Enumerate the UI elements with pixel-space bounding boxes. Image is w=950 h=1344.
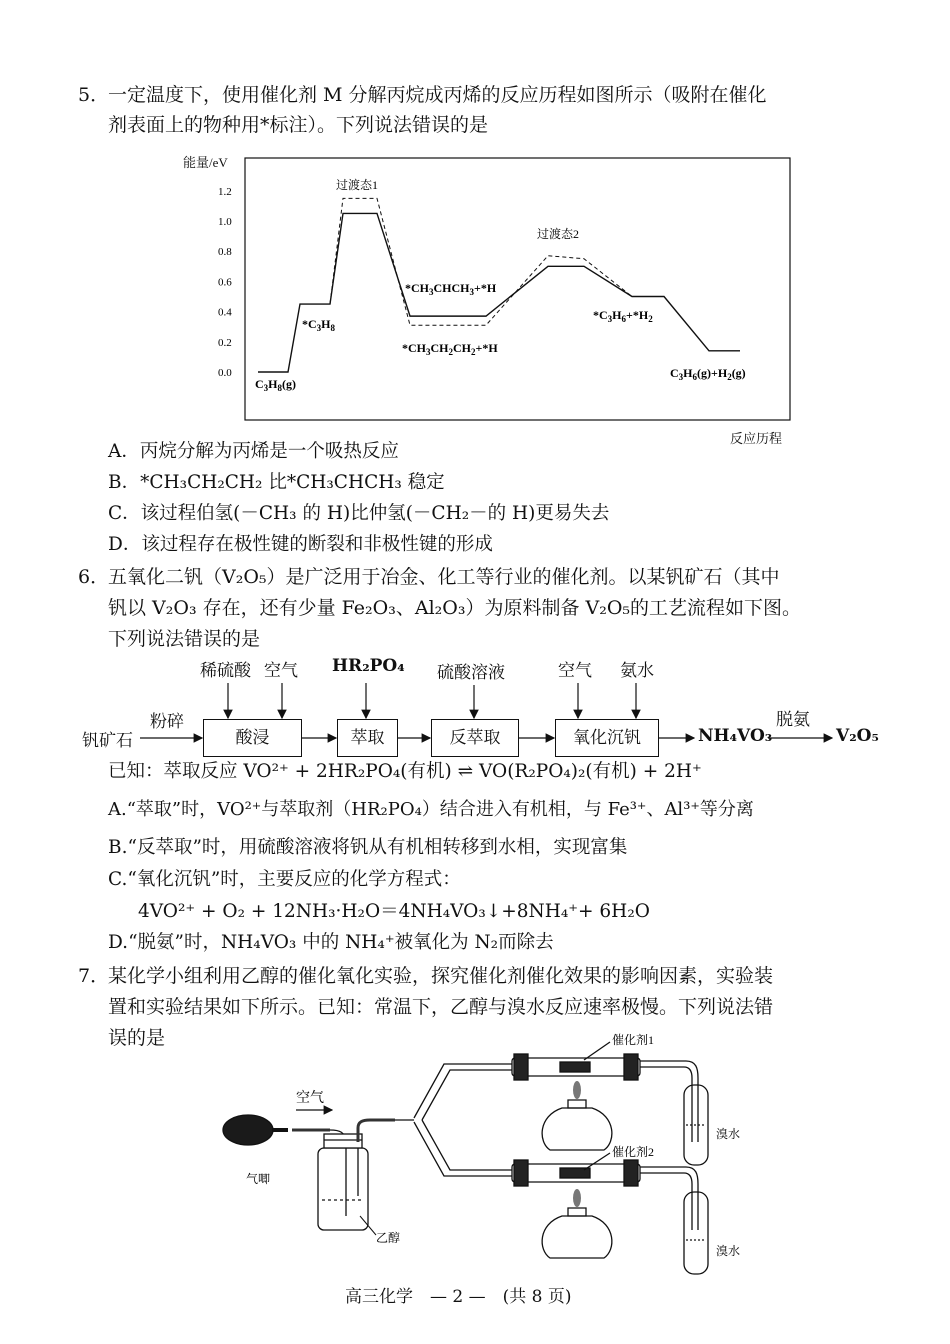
q6-known-reaction: 已知：萃取反应 VO²⁺ + 2HR₂PO₄(有机) ⇌ VO(R₂PO₄)₂(有机) + 2H⁺ [108,761,702,782]
chart-series [258,198,740,372]
q5-option-b: B．*CH₃CH₂CH₂ 比*CH₃CHCH₃ 稳定 [108,472,445,493]
annotation-ts2: 过渡态2 [537,227,580,241]
reagent-dilute-sulfuric: 稀硫酸 [200,661,251,681]
label-catalyst2: 催化剂2 [612,1145,655,1159]
label-catalyst1: 催化剂1 [612,1033,655,1047]
q6-option-c: C.“氧化沉钒”时，主要反应的化学方程式： [108,869,461,890]
apparatus-diagram [200,1030,760,1290]
q5-stem-line2: 剂表面上的物种用*标注）。下列说法错误的是 [108,114,489,136]
rubber-bulb [223,1115,273,1145]
y-tick-label: 1.0 [218,216,232,228]
y-axis-ticks [218,186,232,379]
y-tick-label: 1.2 [218,185,232,198]
q7-number: 7． [78,965,110,987]
box-acid-leach: 酸浸 [203,719,302,757]
page-footer: 高三化学 — 2 — (共 8 页) [345,1287,572,1307]
q6-stem-line1: 五氧化二钒（V₂O₅）是广泛用于冶金、化工等行业的催化剂。以某钒矿石（其中 [108,566,780,588]
flow-product-nh4vo3: NH₄VO₃ [698,726,773,746]
label-bromine-water-1: 溴水 [716,1127,741,1141]
annotation-ts1: 过渡态1 [336,178,379,192]
q5-stem-line1: 一定温度下，使用催化剂 M 分解丙烷成丙烯的反应历程如图所示（吸附在催化 [108,84,767,106]
annotation-c3h8g: $C_3H_8(g)$ [255,377,297,393]
q6-option-d: D.“脱氨”时，NH₄VO₃ 中的 NH₄⁺被氧化为 N₂而除去 [108,932,554,953]
ethanol-bottle [318,1148,368,1230]
box-extraction: 萃取 [337,719,398,757]
energy-series-solid [258,213,740,372]
chart-frame [245,158,790,420]
annotation-ch3chch3: $*CH_3CHCH_3+*H$ [405,281,497,297]
box-oxidation-precipitation: 氧化沉钒 [555,719,659,757]
flow-product-v2o5: V₂O₅ [836,726,879,746]
chart-annotations [255,177,746,393]
annotation-ch3ch2ch2: $*CH_3CH_2CH_2+*H$ [402,341,498,357]
label-ethanol: 乙醇 [376,1231,401,1245]
energy-series-dashed [330,198,632,325]
reagent-air-2: 空气 [558,661,592,681]
y-tick-label: 0.4 [218,306,232,319]
y-tick-label: 0.8 [218,246,232,259]
energy-chart [200,150,800,450]
y-tick-label: 0.6 [218,276,232,289]
flow-crush: 粉碎 [150,712,184,732]
q6-option-b: B.“反萃取”时，用硫酸溶液将钒从有机相转移到水相，实现富集 [108,837,628,858]
q7-stem-line3: 误的是 [108,1027,166,1049]
flow-deammoniation: 脱氨 [776,710,810,730]
annotation-c3h6-ads: $*C_3H_6+*H_2$ [593,308,653,324]
q5-option-d: D．该过程存在极性键的断裂和非极性键的形成 [108,534,493,555]
reagent-air-1: 空气 [264,661,298,681]
flow-start-ore: 钒矿石 [82,731,133,751]
chart-xlabel: 反应历程 [730,431,783,446]
label-bromine-water-2: 溴水 [716,1244,741,1258]
q6-number: 6． [78,566,110,588]
catalyst1-block [560,1062,590,1072]
q7-stem-line1: 某化学小组利用乙醇的催化氧化实验，探究催化剂催化效果的影响因素，实验装 [108,965,774,987]
reagent-ammonia: 氨水 [620,661,654,681]
reagent-hr2po4: HR₂PO₄ [332,656,405,676]
q6-stem-line3: 下列说法错误的是 [108,628,261,650]
q6-option-c-equation: 4VO²⁺ + O₂ + 12NH₃·H₂O＝4NH₄VO₃↓+8NH₄⁺+ 6H₂O [138,901,650,922]
chart-ylabel: 能量/eV [183,155,228,170]
label-air: 空气 [296,1091,324,1106]
annotation-products: $C_3H_6(g)+H_2(g)$ [670,366,746,382]
annotation-c3h8-ads: $*C_3H_8$ [302,317,336,333]
q5-number: 5． [78,84,110,106]
q5-option-c: C．该过程伯氢(－CH₃ 的 H)比仲氢(－CH₂－的 H)更易失去 [108,503,610,524]
q6-option-a: A.“萃取”时，VO²⁺与萃取剂（HR₂PO₄）结合进入有机相，与 Fe³⁺、Al³⁺等分离 [108,799,754,820]
y-tick-label: 0.0 [218,367,232,379]
box-back-extraction: 反萃取 [431,719,519,757]
q6-stem-line2: 钒以 V₂O₃ 存在，还有少量 Fe₂O₃、Al₂O₃）为原料制备 V₂O₅的工艺流程如下图。 [108,597,802,619]
y-tick-label: 0.2 [218,336,232,349]
q5-option-a: A．丙烷分解为丙烯是一个吸热反应 [108,441,399,462]
label-bulb: 气唧 [246,1172,271,1186]
q7-stem-line2: 置和实验结果如下所示。已知：常温下，乙醇与溴水反应速率极慢。下列说法错 [108,996,774,1018]
reagent-sulfuric-solution: 硫酸溶液 [437,663,505,683]
